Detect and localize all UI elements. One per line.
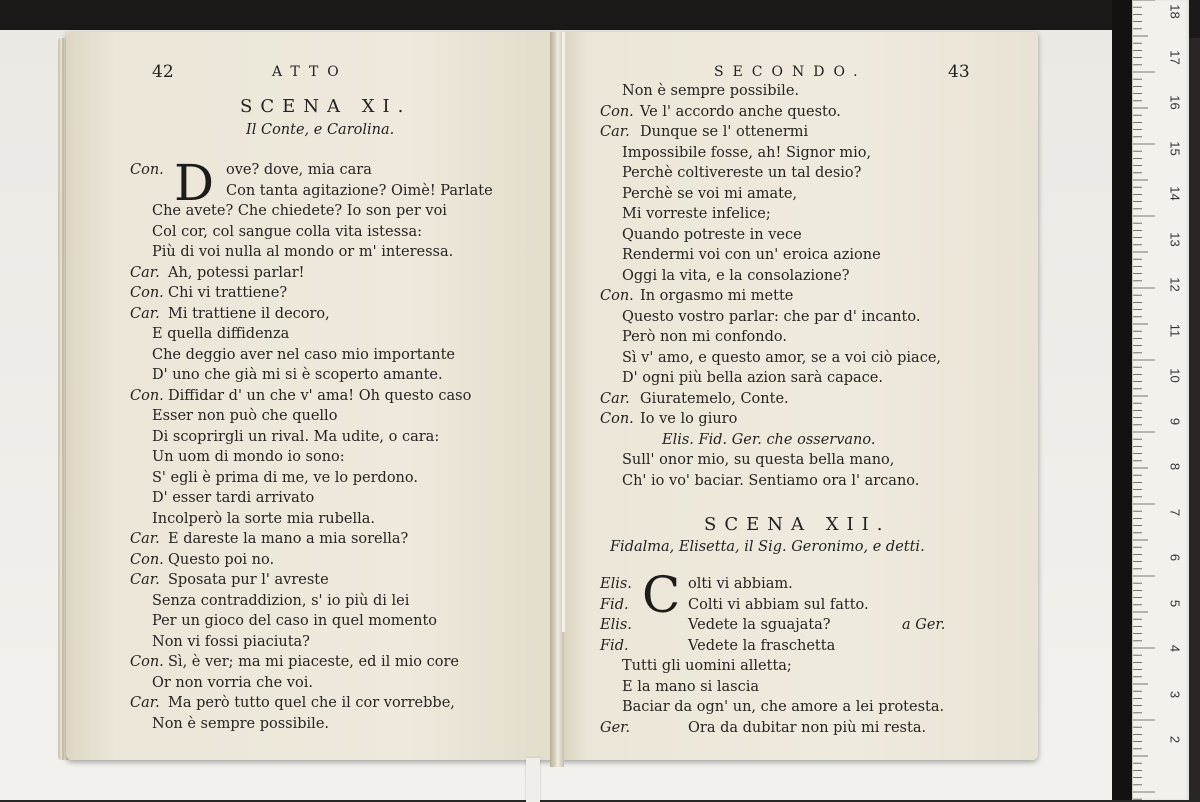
- verse-text: ove? dove, mia cara: [226, 162, 372, 178]
- verse-text: Non è sempre possibile.: [622, 83, 800, 99]
- verse-line: [600, 368, 1030, 389]
- verse-text: Esser non può che quello: [152, 408, 338, 424]
- verse-line: [600, 245, 1030, 266]
- verse-line: [130, 509, 550, 530]
- ruler-number: 14: [1167, 186, 1183, 201]
- verse-text: Però non mi confondo.: [622, 329, 787, 345]
- verse-text: Or non vorria che voi.: [152, 674, 313, 691]
- ruler-number: 16: [1167, 95, 1183, 110]
- ruler-number: 7: [1167, 508, 1183, 516]
- ruler-number: 4: [1167, 644, 1183, 653]
- scene-title: SCENA XII.: [704, 514, 891, 535]
- running-head: ATTO: [272, 64, 348, 80]
- ruler-number: 3: [1167, 690, 1183, 698]
- scene-title: SCENA XI.: [240, 96, 412, 117]
- verse-line: [600, 471, 1030, 492]
- speaker-name: Ger.: [600, 719, 631, 736]
- ruler-number: 5: [1167, 599, 1183, 607]
- verse-text: S' egli è prima di me, ve lo perdono.: [152, 469, 418, 486]
- speaker-name: Con.: [130, 387, 164, 404]
- ruler-number: 11: [1167, 323, 1183, 337]
- verse-line: [600, 450, 1030, 471]
- verse-line: [130, 263, 550, 284]
- verse-line: [600, 677, 1030, 698]
- verse-text: Chi vi trattiene?: [168, 285, 288, 301]
- page-number: 43: [948, 62, 970, 82]
- verse-text: Mi trattiene il decoro,: [168, 305, 330, 322]
- verse-line: [600, 430, 1030, 451]
- verse-line: [600, 595, 1030, 616]
- verse-text: D' esser tardi arrivato: [152, 490, 315, 506]
- verse-line: [600, 102, 1030, 123]
- ruler-number: 17: [1167, 49, 1183, 65]
- speaker-name: Car.: [130, 531, 160, 547]
- bookmark-ribbon: [526, 758, 540, 802]
- verse-text: Ah, potessi parlar!: [168, 264, 305, 281]
- dialogue-block: [600, 574, 1030, 754]
- verse-line: [600, 656, 1030, 677]
- verse-line: [600, 615, 1030, 636]
- verse-line: [130, 345, 550, 366]
- verse-line: [130, 570, 550, 591]
- verse-line: [600, 81, 1030, 102]
- ruler-number: 15: [1167, 140, 1183, 156]
- verse-line: [130, 427, 550, 448]
- speaker-name: Car.: [600, 124, 630, 140]
- ruler-number: 2: [1167, 735, 1183, 744]
- verse-text: Colti vi abbiam sul fatto.: [688, 596, 869, 613]
- scene-characters: Fidalma, Elisetta, il Sig. Geronimo, e detti.: [610, 539, 925, 555]
- verse-line: [130, 652, 550, 673]
- speaker-name: Con.: [130, 285, 164, 301]
- speaker-name: Con.: [130, 551, 164, 568]
- running-head: SECONDO.: [714, 64, 867, 80]
- ruler-number: 18: [1167, 4, 1183, 19]
- verse-line: [130, 632, 550, 653]
- verse-text: Di scoprirgli un rival. Ma udite, o cara:: [152, 428, 440, 445]
- verse-line: [130, 693, 550, 714]
- verse-line: [130, 181, 550, 202]
- verse-text: Questo vostro parlar: che par d' incanto.: [622, 308, 921, 325]
- verse-text: Rendermi voi con un' eroica azione: [622, 247, 881, 263]
- ruler-number: 8: [1167, 462, 1183, 471]
- verse-text: Perchè se voi mi amate,: [622, 185, 798, 202]
- verse-line: [130, 160, 550, 181]
- page-number: 42: [152, 62, 174, 82]
- ruler-number: 12: [1167, 277, 1183, 292]
- verse-text: Ch' io vo' baciar. Sentiamo ora l' arcano.: [622, 472, 920, 489]
- verse-line: [130, 283, 550, 304]
- ruler-number: 13: [1167, 231, 1183, 247]
- speaker-name: Con.: [130, 162, 164, 178]
- speaker-name: Con.: [600, 288, 634, 304]
- verse-text: Baciar da ogn' un, che amore a lei protesta.: [622, 699, 945, 715]
- speaker-name: Car.: [130, 695, 160, 711]
- open-book: [58, 32, 1048, 774]
- verse-line: [600, 718, 1030, 739]
- dialogue-block: [130, 154, 550, 740]
- verse-text: Questo poi no.: [168, 551, 275, 568]
- verse-text: D' uno che già mi si è scoperto amante.: [152, 367, 443, 383]
- verse-line: [130, 714, 550, 735]
- verse-line: [600, 348, 1030, 369]
- verse-line: [130, 386, 550, 407]
- verse-text: Impossibile fosse, ah! Signor mio,: [622, 144, 872, 161]
- verse-text: D' ogni più bella azion sarà capace.: [622, 370, 883, 386]
- speaker-name: Car.: [130, 305, 160, 322]
- verse-text: Diffidar d' un che v' ama! Oh questo caso: [168, 387, 472, 404]
- verse-line: [130, 488, 550, 509]
- verse-line: [130, 550, 550, 571]
- verse-text: Vedete la sguajata?: [688, 617, 831, 633]
- verse-text: Incolperò la sorte mia rubella.: [152, 510, 376, 527]
- verse-text: Un uom di mondo io sono:: [152, 449, 345, 465]
- drop-cap: D: [174, 154, 215, 212]
- verse-text: Che avete? Che chiedete? Io son per voi: [152, 203, 447, 219]
- verse-text: Per un gioco del caso in quel momento: [152, 613, 438, 629]
- measuring-ruler: [1132, 0, 1189, 800]
- right-page: [560, 32, 1038, 760]
- verse-line: [130, 447, 550, 468]
- speaker-name: Car.: [130, 572, 160, 588]
- verse-line: [130, 365, 550, 386]
- verse-line: [130, 529, 550, 550]
- verse-text: In orgasmo mi mette: [640, 288, 794, 304]
- ruler-number: 9: [1167, 417, 1183, 425]
- verse-line: [130, 673, 550, 694]
- verse-line: [130, 304, 550, 325]
- ruler-numbers: [1133, 0, 1189, 800]
- ruler-number: 6: [1167, 553, 1183, 562]
- drop-cap: C: [642, 566, 681, 624]
- verse-line: [600, 636, 1030, 657]
- verse-text: Dunque se l' ottenermi: [640, 124, 809, 140]
- verse-line: [130, 611, 550, 632]
- verse-text: Sposata pur l' avreste: [168, 572, 329, 588]
- speaker-name: Con.: [600, 103, 634, 120]
- verse-text: Sull' onor mio, su questa bella mano,: [622, 452, 895, 468]
- verse-text: Mi vorreste infelice;: [622, 206, 771, 222]
- verse-line: [600, 409, 1030, 430]
- verse-text: Oggi la vita, e la consolazione?: [622, 267, 850, 284]
- verse-text: Col cor, col sangue colla vita istessa:: [152, 223, 422, 240]
- speaker-name: Car.: [600, 390, 630, 407]
- verse-text: Giuratemelo, Conte.: [640, 390, 789, 407]
- verse-text: Quando potreste in vece: [622, 226, 802, 243]
- speaker-name: Con.: [600, 411, 634, 427]
- verse-line: [130, 591, 550, 612]
- verse-text: Sì v' amo, e questo amor, se a voi ciò piace,: [622, 349, 942, 366]
- verse-line: [130, 222, 550, 243]
- verse-text: Io ve lo giuro: [640, 411, 738, 427]
- binding-thread: [562, 32, 565, 632]
- speaker-name: Con.: [130, 654, 164, 670]
- verse-text: Tutti gli uomini alletta;: [622, 658, 792, 674]
- dialogue-block: [600, 81, 1030, 501]
- verse-line: [600, 204, 1030, 225]
- verse-text: Ve l' accordo anche questo.: [640, 103, 841, 120]
- verse-line: [600, 697, 1030, 718]
- verse-line: [600, 327, 1030, 348]
- left-page: [66, 32, 556, 760]
- verse-text: E quella diffidenza: [152, 326, 290, 342]
- stage-direction: Elis. Fid. Ger. che osservano.: [662, 431, 876, 448]
- verse-text: Perchè coltivereste un tal desio?: [622, 165, 862, 181]
- verse-line: [600, 184, 1030, 205]
- verse-line: [600, 163, 1030, 184]
- verse-text: Che deggio aver nel caso mio importante: [152, 346, 455, 363]
- verse-line: [130, 324, 550, 345]
- verse-text: Sì, è ver; ma mi piaceste, ed il mio core: [168, 654, 459, 670]
- verse-text: olti vi abbiam.: [688, 576, 793, 592]
- verse-line: [600, 122, 1030, 143]
- speaker-name: Car.: [130, 264, 160, 281]
- verse-line: [600, 286, 1030, 307]
- verse-line: [130, 468, 550, 489]
- verse-text: Ma però tutto quel che il cor vorrebbe,: [168, 695, 455, 711]
- verse-line: [130, 406, 550, 427]
- verse-text: E la mano si lascia: [622, 678, 759, 695]
- verse-line: [600, 574, 1030, 595]
- verse-line: [600, 266, 1030, 287]
- verse-line: [600, 225, 1030, 246]
- verse-line: [130, 242, 550, 263]
- verse-line: [130, 201, 550, 222]
- verse-line: [600, 389, 1030, 410]
- verse-text: Non vi fossi piaciuta?: [152, 633, 310, 650]
- verse-text: Più di voi nulla al mondo or m' interessa.: [152, 244, 454, 260]
- ruler-number: 10: [1167, 368, 1183, 383]
- scene-characters: Il Conte, e Carolina.: [246, 122, 395, 138]
- verse-text: Senza contraddizion, s' io più di lei: [152, 592, 410, 609]
- speaker-name: Fid.: [600, 637, 629, 654]
- verse-line: [600, 307, 1030, 328]
- dark-right-border: [1112, 0, 1134, 800]
- speaker-name: Fid.: [600, 596, 629, 613]
- verse-text: E dareste la mano a mia sorella?: [168, 531, 409, 547]
- speaker-name: Elis.: [600, 576, 632, 592]
- verse-text: Non è sempre possibile.: [152, 715, 330, 732]
- aside-direction: a Ger.: [902, 617, 946, 633]
- verse-line: [600, 143, 1030, 164]
- verse-text: Con tanta agitazione? Oimè! Parlate: [226, 182, 493, 199]
- verse-text: Ora da dubitar non più mi resta.: [688, 719, 927, 736]
- verse-text: Vedete la fraschetta: [688, 637, 836, 654]
- speaker-name: Elis.: [600, 617, 632, 633]
